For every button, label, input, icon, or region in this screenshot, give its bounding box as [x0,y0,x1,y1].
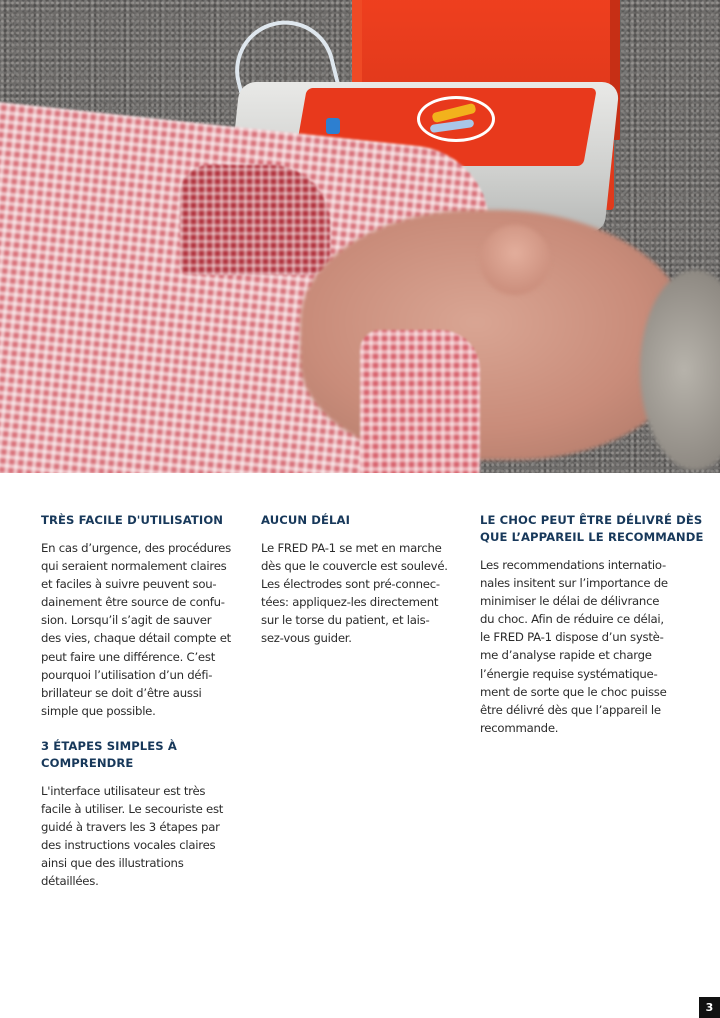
section-body [41,782,241,891]
body-line: Les électrodes sont pré-connec- [261,577,440,592]
body-line: dès que le couvercle est soulevé. [261,559,448,574]
body-line: L'interface utilisateur est très [41,783,206,798]
body-line: des instructions vocales claires [41,838,216,853]
section-three-steps [41,738,241,891]
body-line: brillateur se doit d’être aussi [41,685,202,700]
body-line: l’énergie requise systématique- [480,666,658,681]
body-line: recommande. [480,720,559,735]
section-heading [480,512,705,546]
heading-line: DÈS QUE L’APPAREIL LE [480,513,703,544]
section-shock-delivery [480,512,705,737]
heading-line: 3 ÉTAPES SIMPLES À [41,738,177,753]
shirt-collar-right [360,330,480,473]
column-3 [480,512,705,737]
hero-photo [0,0,720,473]
section-body [41,539,241,720]
heading-line: TRÈS FACILE D'UTILISATION [41,513,224,527]
body-line: des vies, chaque détail compte et [41,631,231,646]
patient-nose [480,225,550,295]
shirt-collar [180,165,330,275]
column-1 [41,512,241,891]
body-line: et faciles à suivre peuvent sou- [41,577,217,592]
heading-line: RECOMMANDE [607,530,704,544]
body-line: sion. Lorsqu’il s’agit de sauver [41,613,212,628]
heading-line: LE CHOC PEUT ÊTRE DÉLIVRÉ [480,513,673,527]
body-line: être délivré dès que l’appareil le [480,702,661,717]
section-easy-to-use [41,512,241,720]
body-line: simple que possible. [41,703,156,718]
heading-line: AUCUN DÉLAI [261,513,351,527]
body-line: du choc. Afin de réduire ce délai, [480,612,664,627]
body-line: nales insitent sur l’importance de [480,576,668,591]
section-heading [41,512,241,529]
section-body [480,556,705,737]
section-body [261,539,461,648]
body-line: me d’analyse rapide et charge [480,648,652,663]
aed-pictogram [417,96,495,142]
body-line: guidé à travers les 3 étapes par [41,820,220,835]
body-line: peut faire une différence. C’est [41,649,216,664]
body-line: tées: appliquez-les directement [261,595,439,610]
body-line: minimiser le délai de délivrance [480,594,660,609]
body-line: dainement être source de confu- [41,595,225,610]
section-heading [41,738,241,772]
body-line: ainsi que des illustrations [41,856,184,871]
body-line: En cas d’urgence, des procédures [41,541,231,555]
body-line: facile à utiliser. Le secouriste est [41,802,224,817]
body-line: Les recommendations internatio- [480,558,667,572]
page-number: 3 [699,997,720,1018]
body-line: détaillées. [41,874,99,889]
body-line: sur le torse du patient, et lais- [261,613,430,628]
body-line: Le FRED PA-1 se met en marche [261,541,442,555]
body-line: qui seraient normalement claires [41,559,227,574]
body-line: ment de sorte que le choc puisse [480,684,667,699]
section-no-delay [261,512,461,648]
body-line: sez-vous guider. [261,631,352,646]
body-line: pourquoi l’utilisation d’un défi- [41,667,213,682]
heading-line: COMPRENDRE [41,755,134,770]
electrode-connector [326,118,340,134]
column-2 [261,512,461,648]
section-heading [261,512,461,529]
body-line: le FRED PA-1 dispose d’un systè- [480,630,664,645]
